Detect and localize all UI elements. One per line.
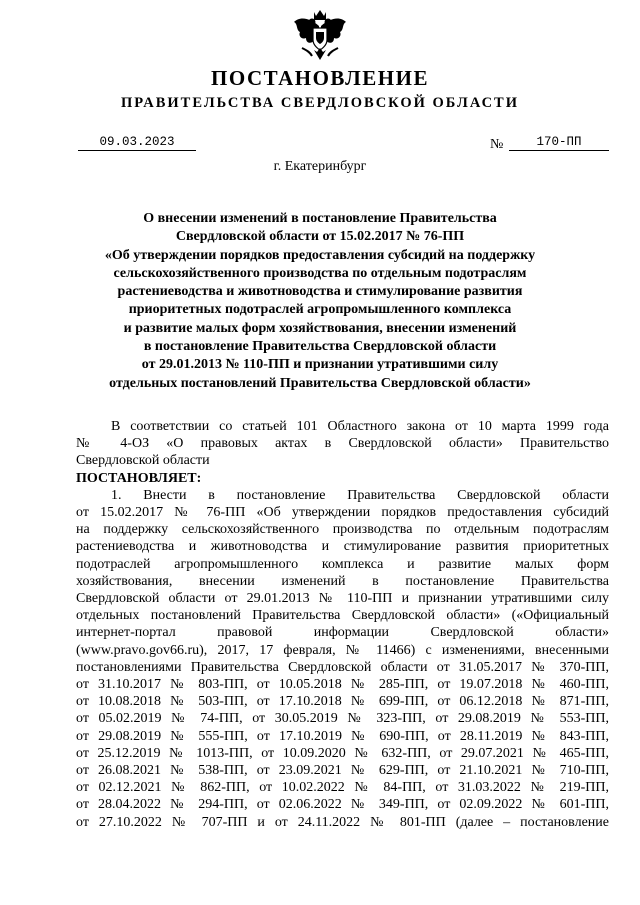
document-number: 170-ПП [509,135,609,151]
eagle-emblem-icon [292,8,348,62]
document-body [76,418,609,831]
body-line: от 26.08.2021 № 538-ПП, от 23.09.2021 № 629-ПП, от 21.10.2021 № 710-ПП, [76,763,609,779]
document-date: 09.03.2023 [78,135,196,151]
body-line: 1. Внести в постановление Правительства Свердловской области [111,487,609,503]
heading-line: в постановление Правительства Свердловской области [143,339,497,355]
heading-line: отдельных постановлений Правительства Свердловской области» [109,375,531,391]
body-line: постановлениями Правительства Свердловской области от 31.05.2017 № 370-ПП, [76,659,609,675]
body-line: отдельных постановлений Правительства Свердловской области» («Официальный [76,608,609,624]
city: г. Екатеринбург [273,159,367,174]
body-line: от 05.02.2019 № 74-ПП, от 30.05.2019 № 323-ПП, от 29.08.2019 № 553-ПП, [76,711,609,727]
resolves-heading: ПОСТАНОВЛЯЕТ: [76,470,202,486]
body-line: на поддержку сельскохозяйственного производства по отдельным подотраслям [76,522,609,538]
body-line: Свердловской области от 29.01.2013 № 110-ПП и признании утратившими силу [76,591,609,607]
document-heading [60,210,580,393]
coat-of-arms-emblem [292,8,348,62]
body-line: интернет-портал правовой информации Свердловской области» [76,625,609,641]
body-line: от 02.12.2021 № 862-ПП, от 10.02.2022 № 84-ПП, от 31.03.2022 № 219-ПП, [76,780,609,796]
body-line: от 10.08.2018 № 503-ПП, от 17.10.2018 № 699-ПП, от 06.12.2018 № 871-ПП, [76,694,609,710]
body-line: Свердловской области [76,453,210,469]
body-line: от 31.10.2017 № 803-ПП, от 10.05.2018 № 285-ПП, от 19.07.2018 № 460-ПП, [76,677,609,693]
body-line: подотраслей агропромышленного комплекса и развитие малых форм [76,556,609,572]
heading-line: Свердловской области от 15.02.2017 № 76-ПП [175,229,465,245]
item-1-paragraph [76,487,609,831]
heading-line: О внесении изменений в постановление Правительства [143,211,497,226]
preamble-paragraph [76,418,609,470]
issuer-title: ПРАВИТЕЛЬСТВА СВЕРДЛОВСКОЙ ОБЛАСТИ [120,95,520,111]
body-line: от 29.08.2019 № 555-ПП, от 17.10.2019 № 690-ПП, от 28.11.2019 № 843-ПП, [76,728,609,744]
number-sign: № [490,137,504,152]
body-line: (www.pravo.gov66.ru), 2017, 17 февраля, № 11466) с изменениями, внесенными [76,642,609,658]
heading-line: «Об утверждении порядков предоставления субсидий на поддержку [104,247,536,263]
heading-line: растениеводства и животноводства и стимулирование развития [117,284,523,300]
body-line: от 28.04.2022 № 294-ПП, от 02.06.2022 № 349-ПП, от 02.09.2022 № 601-ПП, [76,797,609,813]
body-line: В соответствии со статьей 101 Областного закона от 10 марта 1999 года [111,419,609,434]
body-line: хозяйствования, внесении изменений в постановление Правительства [76,573,609,589]
document-type-title: ПОСТАНОВЛЕНИЕ [211,66,429,90]
body-line: от 15.02.2017 № 76-ПП «Об утверждении порядков предоставления субсидий [76,505,609,521]
heading-line: и развитие малых форм хозяйствования, внесении изменений [123,320,517,336]
heading-line: сельскохозяйственного производства по отдельным подотраслям [113,265,527,281]
body-line: растениеводства и животноводства и стимулирование развития приоритетных [76,539,609,555]
body-line: от 25.12.2019 № 1013-ПП, от 10.09.2020 № 632-ПП, от 29.07.2021 № 465-ПП, [76,745,609,761]
body-line: № 4-ОЗ «О правовых актах в Свердловской области» Правительство [76,436,609,452]
body-line: от 27.10.2022 № 707-ПП и от 24.11.2022 № 801-ПП (далее – постановление [76,814,609,830]
heading-line: от 29.01.2013 № 110-ПП и признании утратившими силу [141,357,499,373]
heading-line: приоритетных подотраслей агропромышленного комплекса [128,302,512,318]
